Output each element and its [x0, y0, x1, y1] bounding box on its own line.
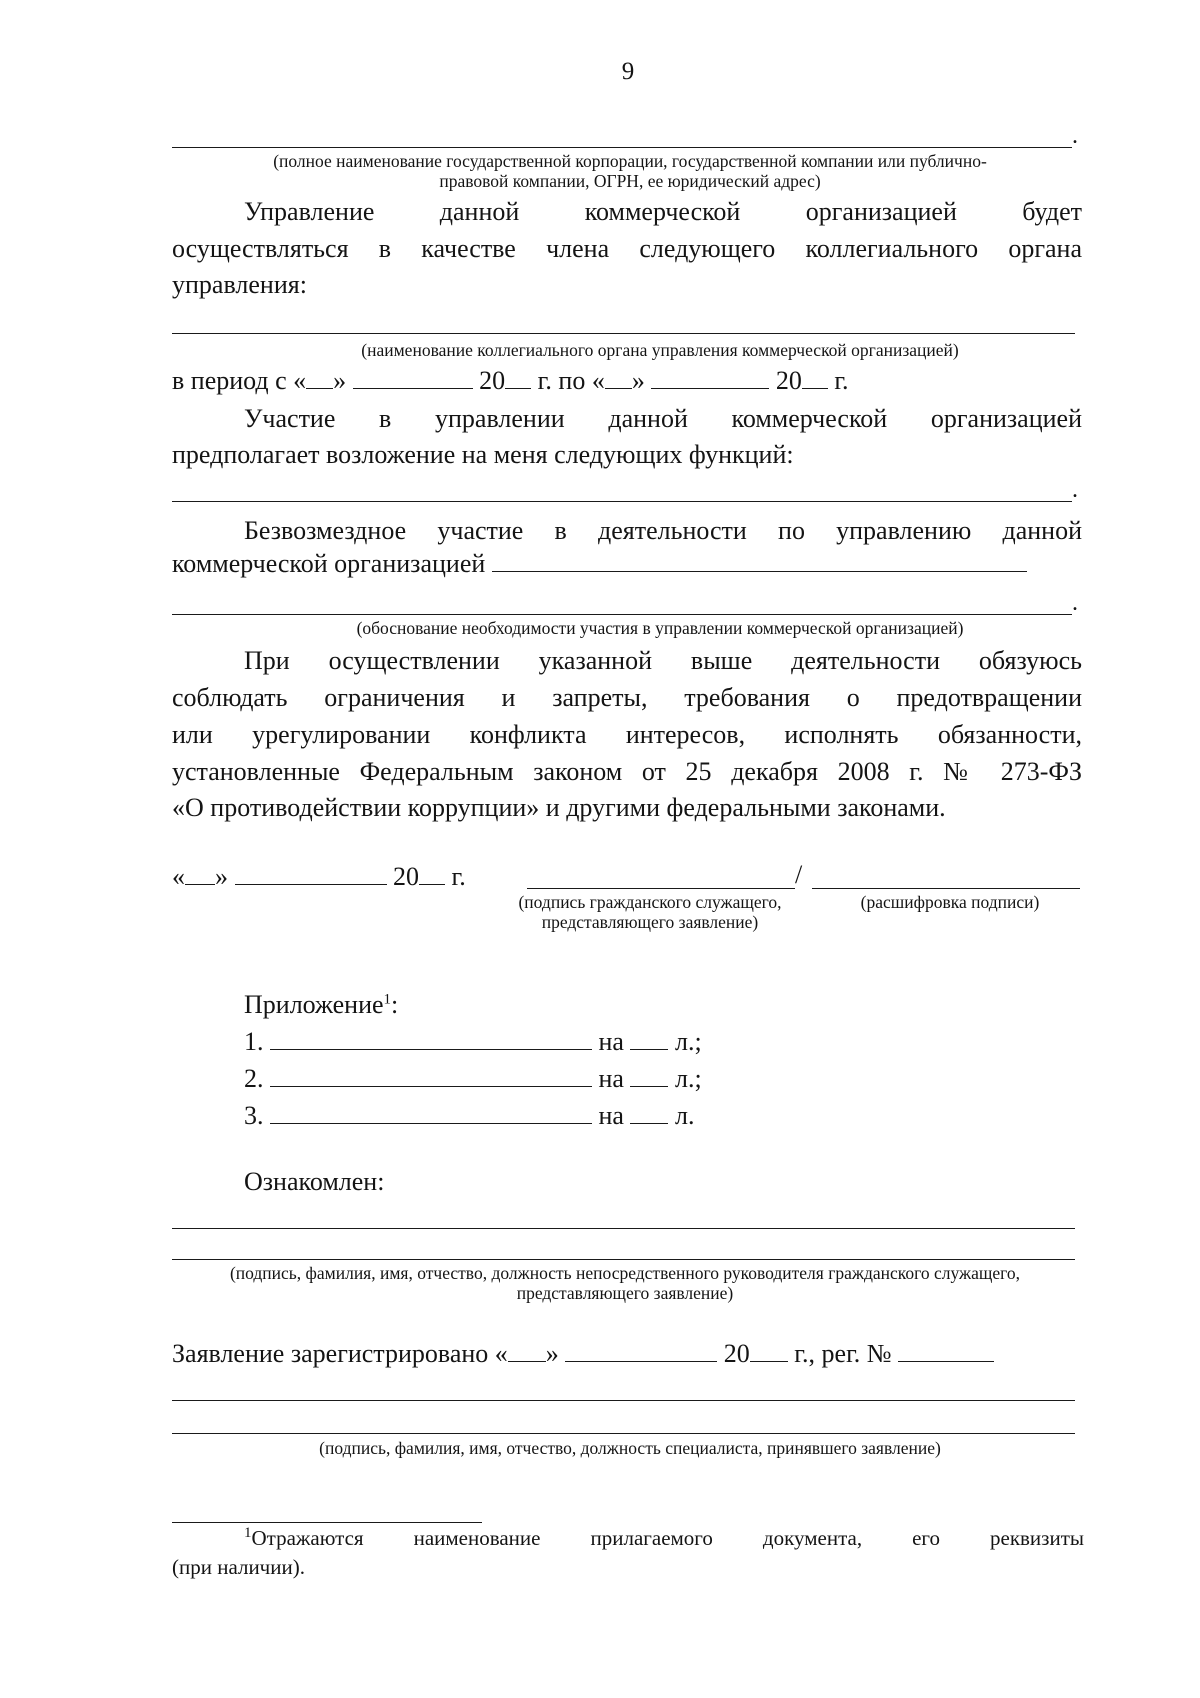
para-management-line1: Управление данной коммерческой организацией будет: [244, 197, 1082, 226]
registration-line: Заявление зарегистрировано « » 20 г., рег. №: [172, 1339, 994, 1369]
para-functions-line2: предполагает возложение на меня следующих функций:: [172, 440, 794, 469]
signature-decode-line[interactable]: [812, 888, 1080, 889]
appendix-title: Приложение$^1$:: [244, 990, 399, 1019]
appendix-item: 3. на л.: [244, 1101, 695, 1130]
caption-signature: (подпись гражданского служащего, представляющего заявление): [518, 892, 782, 932]
para-commit-line4: установленные Федеральным законом от 25 декабря 2008 г. № 273-ФЗ: [172, 757, 1082, 786]
functions-line[interactable]: [172, 501, 1072, 502]
para-free-line2: коммерческой организацией: [172, 549, 1027, 579]
specialist-line-2[interactable]: [172, 1433, 1075, 1434]
date-line: « » 20 г.: [172, 862, 466, 891]
caption-supervisor: (подпись, фамилия, имя, отчество, должность непосредственного руководителя гражданского служащего, представляющего заявление): [229, 1263, 1021, 1303]
date-month-field[interactable]: [235, 862, 387, 885]
appendix-item-2-name-field[interactable]: [270, 1064, 592, 1087]
collegial-body-line[interactable]: [172, 333, 1075, 334]
footnote-ref: 1: [383, 991, 392, 1008]
para-management-line3: управления:: [172, 270, 307, 299]
period-line: в период с « » 20 г. по « » 20 г.: [172, 366, 849, 395]
para-management-line2: осуществляться в качестве члена следующего коллегиального органа: [172, 234, 1082, 263]
para-commit-line1: При осуществлении указанной выше деятельности обязуюсь: [244, 646, 1082, 675]
specialist-line-1[interactable]: [172, 1400, 1075, 1401]
functions-line-period: .: [1072, 477, 1078, 503]
appendix-item-2-pages-field[interactable]: [630, 1064, 668, 1087]
para-commit-line3: или урегулировании конфликта интересов, исполнять обязанности,: [172, 720, 1082, 749]
supervisor-line-1[interactable]: [172, 1228, 1075, 1229]
appendix-item-1-pages-field[interactable]: [630, 1027, 668, 1050]
appendix-item-3-pages-field[interactable]: [630, 1101, 668, 1124]
registration-year-field[interactable]: [750, 1339, 788, 1362]
period-end-month-field[interactable]: [651, 366, 769, 389]
footnote-line1: $^1$Отражаются наименование прилагаемого документа, его реквизиты: [244, 1525, 1084, 1550]
registration-month-field[interactable]: [565, 1339, 717, 1362]
page-number: 9: [621, 58, 635, 85]
footnote: [172, 1524, 1084, 1582]
justification-field[interactable]: [492, 549, 1027, 572]
caption-justification: (обоснование необходимости участия в управлении коммерческой организацией): [356, 618, 964, 638]
registration-number-field[interactable]: [898, 1339, 994, 1362]
period-start-day-field[interactable]: [306, 366, 333, 389]
justification-line-period: .: [1072, 590, 1078, 616]
date-year-field[interactable]: [419, 862, 445, 885]
footnote-separator: [172, 1522, 482, 1523]
supervisor-line-2[interactable]: [172, 1259, 1075, 1260]
appendix-item: 1. на л.;: [244, 1027, 702, 1056]
caption-collegial: (наименование коллегиального органа управления коммерческой организацией): [361, 340, 959, 360]
appendix-item-1-name-field[interactable]: [270, 1027, 592, 1050]
signature-line[interactable]: [527, 888, 795, 889]
period-end-year-field[interactable]: [802, 366, 828, 389]
period-end-day-field[interactable]: [605, 366, 632, 389]
caption-specialist: (подпись, фамилия, имя, отчество, должность специалиста, принявшего заявление): [319, 1438, 941, 1458]
caption-corp: (полное наименование государственной корпорации, государственной компании или публично-правовой компании, ОГРН, ее юридический адрес): [273, 151, 987, 191]
signature-slash: /: [795, 860, 803, 889]
appendix-item-3-name-field[interactable]: [270, 1101, 592, 1124]
corp-name-line[interactable]: [172, 147, 1072, 148]
acquainted-label: Ознакомлен:: [244, 1167, 385, 1196]
period-start-year-field[interactable]: [505, 366, 531, 389]
footnote-line2: (при наличии).: [172, 1555, 305, 1579]
caption-decode: (расшифровка подписи): [860, 892, 1040, 912]
corp-line-period: .: [1072, 123, 1078, 149]
justification-line[interactable]: [172, 614, 1072, 615]
appendix-item: 2. на л.;: [244, 1064, 702, 1093]
para-free-line1: Безвозмездное участие в деятельности по управлению данной: [244, 516, 1082, 545]
para-functions-line1: Участие в управлении данной коммерческой организацией: [244, 404, 1082, 433]
date-day-field[interactable]: [185, 862, 215, 885]
registration-day-field[interactable]: [508, 1339, 546, 1362]
para-commit-line5: «О противодействии коррупции» и другими федеральными законами.: [172, 793, 946, 822]
period-start-month-field[interactable]: [353, 366, 473, 389]
para-commit-line2: соблюдать ограничения и запреты, требования о предотвращении: [172, 683, 1082, 712]
